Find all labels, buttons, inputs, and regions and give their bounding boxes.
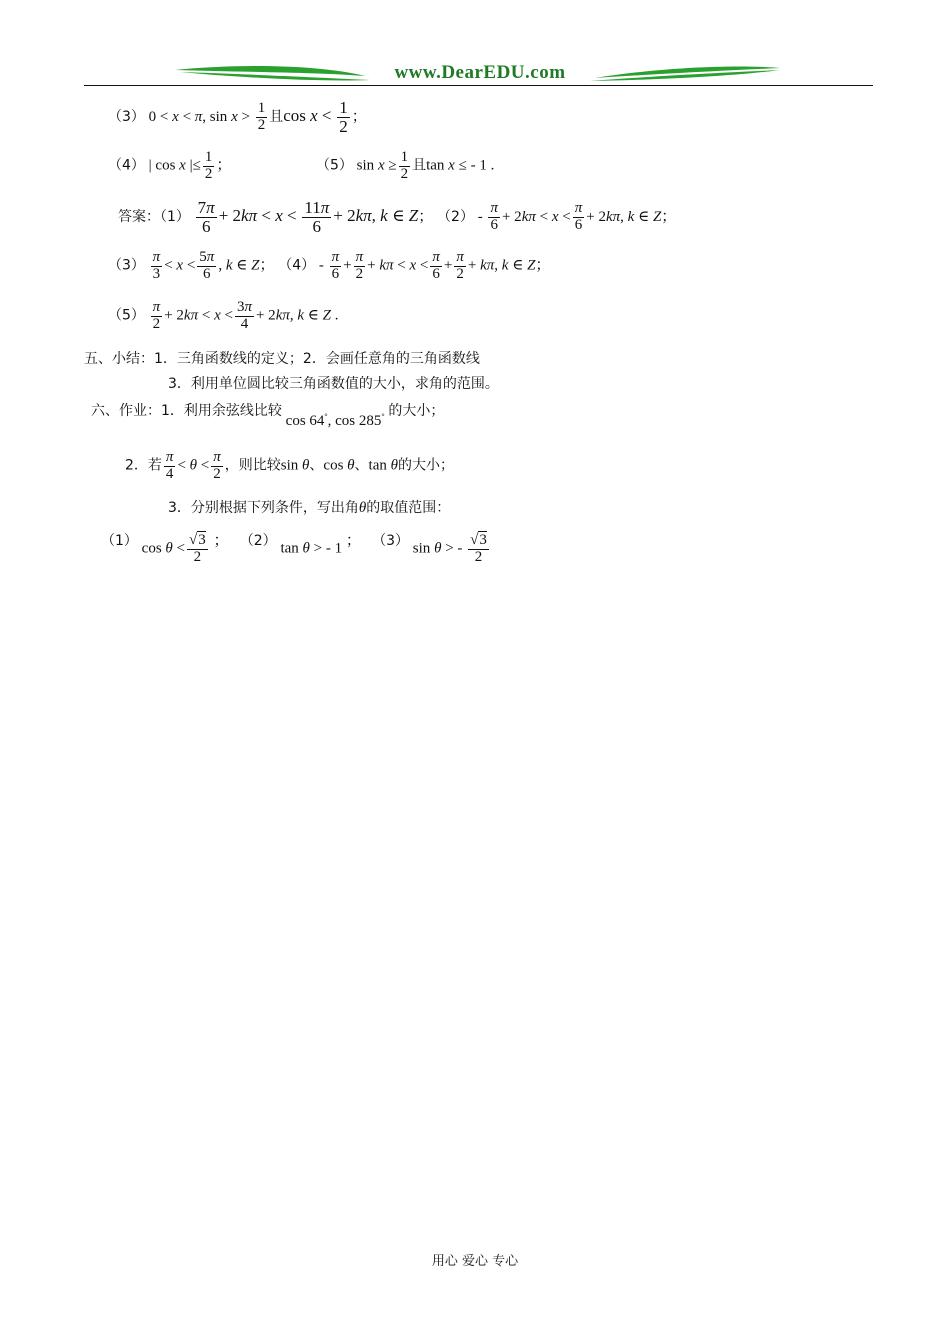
summary-title: 五、小结：1．三角函数线的定义；2．会画任意角的三角函数线: [84, 351, 480, 367]
problem-5: （5） sin x ≥ $\frac{1}{2}$ 且tan x ≤ - 1 .: [316, 149, 495, 182]
problem-3: （3） 0 < x < π, sin x > $\frac{1}{2}$ 且cos x < $\frac{1}{2}$ ；: [108, 98, 367, 136]
homework-q3-conditions: （1） cos θ < $\frac{√3}{2}$ ； （2） tan θ > - 1 ； （3） sin θ > - $\frac{√3}{2}$: [101, 532, 487, 565]
header-divider: [84, 85, 873, 86]
answer-line-2: （3） $\frac{\pi}{3}$ < x < $\frac{5\pi}{6}$ , k ∈ Z； （4） - $\frac{\pi}{6}$ + $\frac{\pi}{2}$ + kπ < x < $\frac{\pi}{6}$ + $\frac{\pi}{2}$ + kπ, k ∈ Z；: [108, 249, 551, 282]
homework-q3: 3．分别根据下列条件，写出角θ的取值范围：: [168, 500, 451, 516]
homework-q2: 2．若 $\frac{\pi}{4}$ < θ < $\frac{\pi}{2}$ ，则比较sin θ、cos θ、tan θ的大小；: [125, 449, 454, 482]
answer-line-3: （5） $\frac{\pi}{2}$ + 2kπ < x < $\frac{3\pi}{4}$ + 2kπ, k ∈ Z .: [108, 299, 339, 332]
footer-text: 用心 爱心 专心: [431, 1254, 519, 1269]
problem-4: （4） | cos x |≤ $\frac{1}{2}$ ；: [108, 149, 232, 182]
answer-line-1: 答案：（1） $\frac{7\pi}{6}$ + 2kπ < x < $\frac{11\pi}{6}$ + 2kπ, k ∈ Z； （2） - $\frac{\pi}{6}$ + 2kπ < x < $\frac{\pi}{6}$ + 2kπ, k ∈ Z；: [118, 198, 677, 236]
summary-line-2: 3．利用单位圆比较三角函数值的大小，求角的范围。: [168, 376, 499, 392]
homework-q1: 六、作业：1．利用余弦线比较 cos 64°, cos 285° 的大小；: [91, 403, 445, 429]
header-site-name: www.DearEDU.com: [394, 62, 566, 83]
